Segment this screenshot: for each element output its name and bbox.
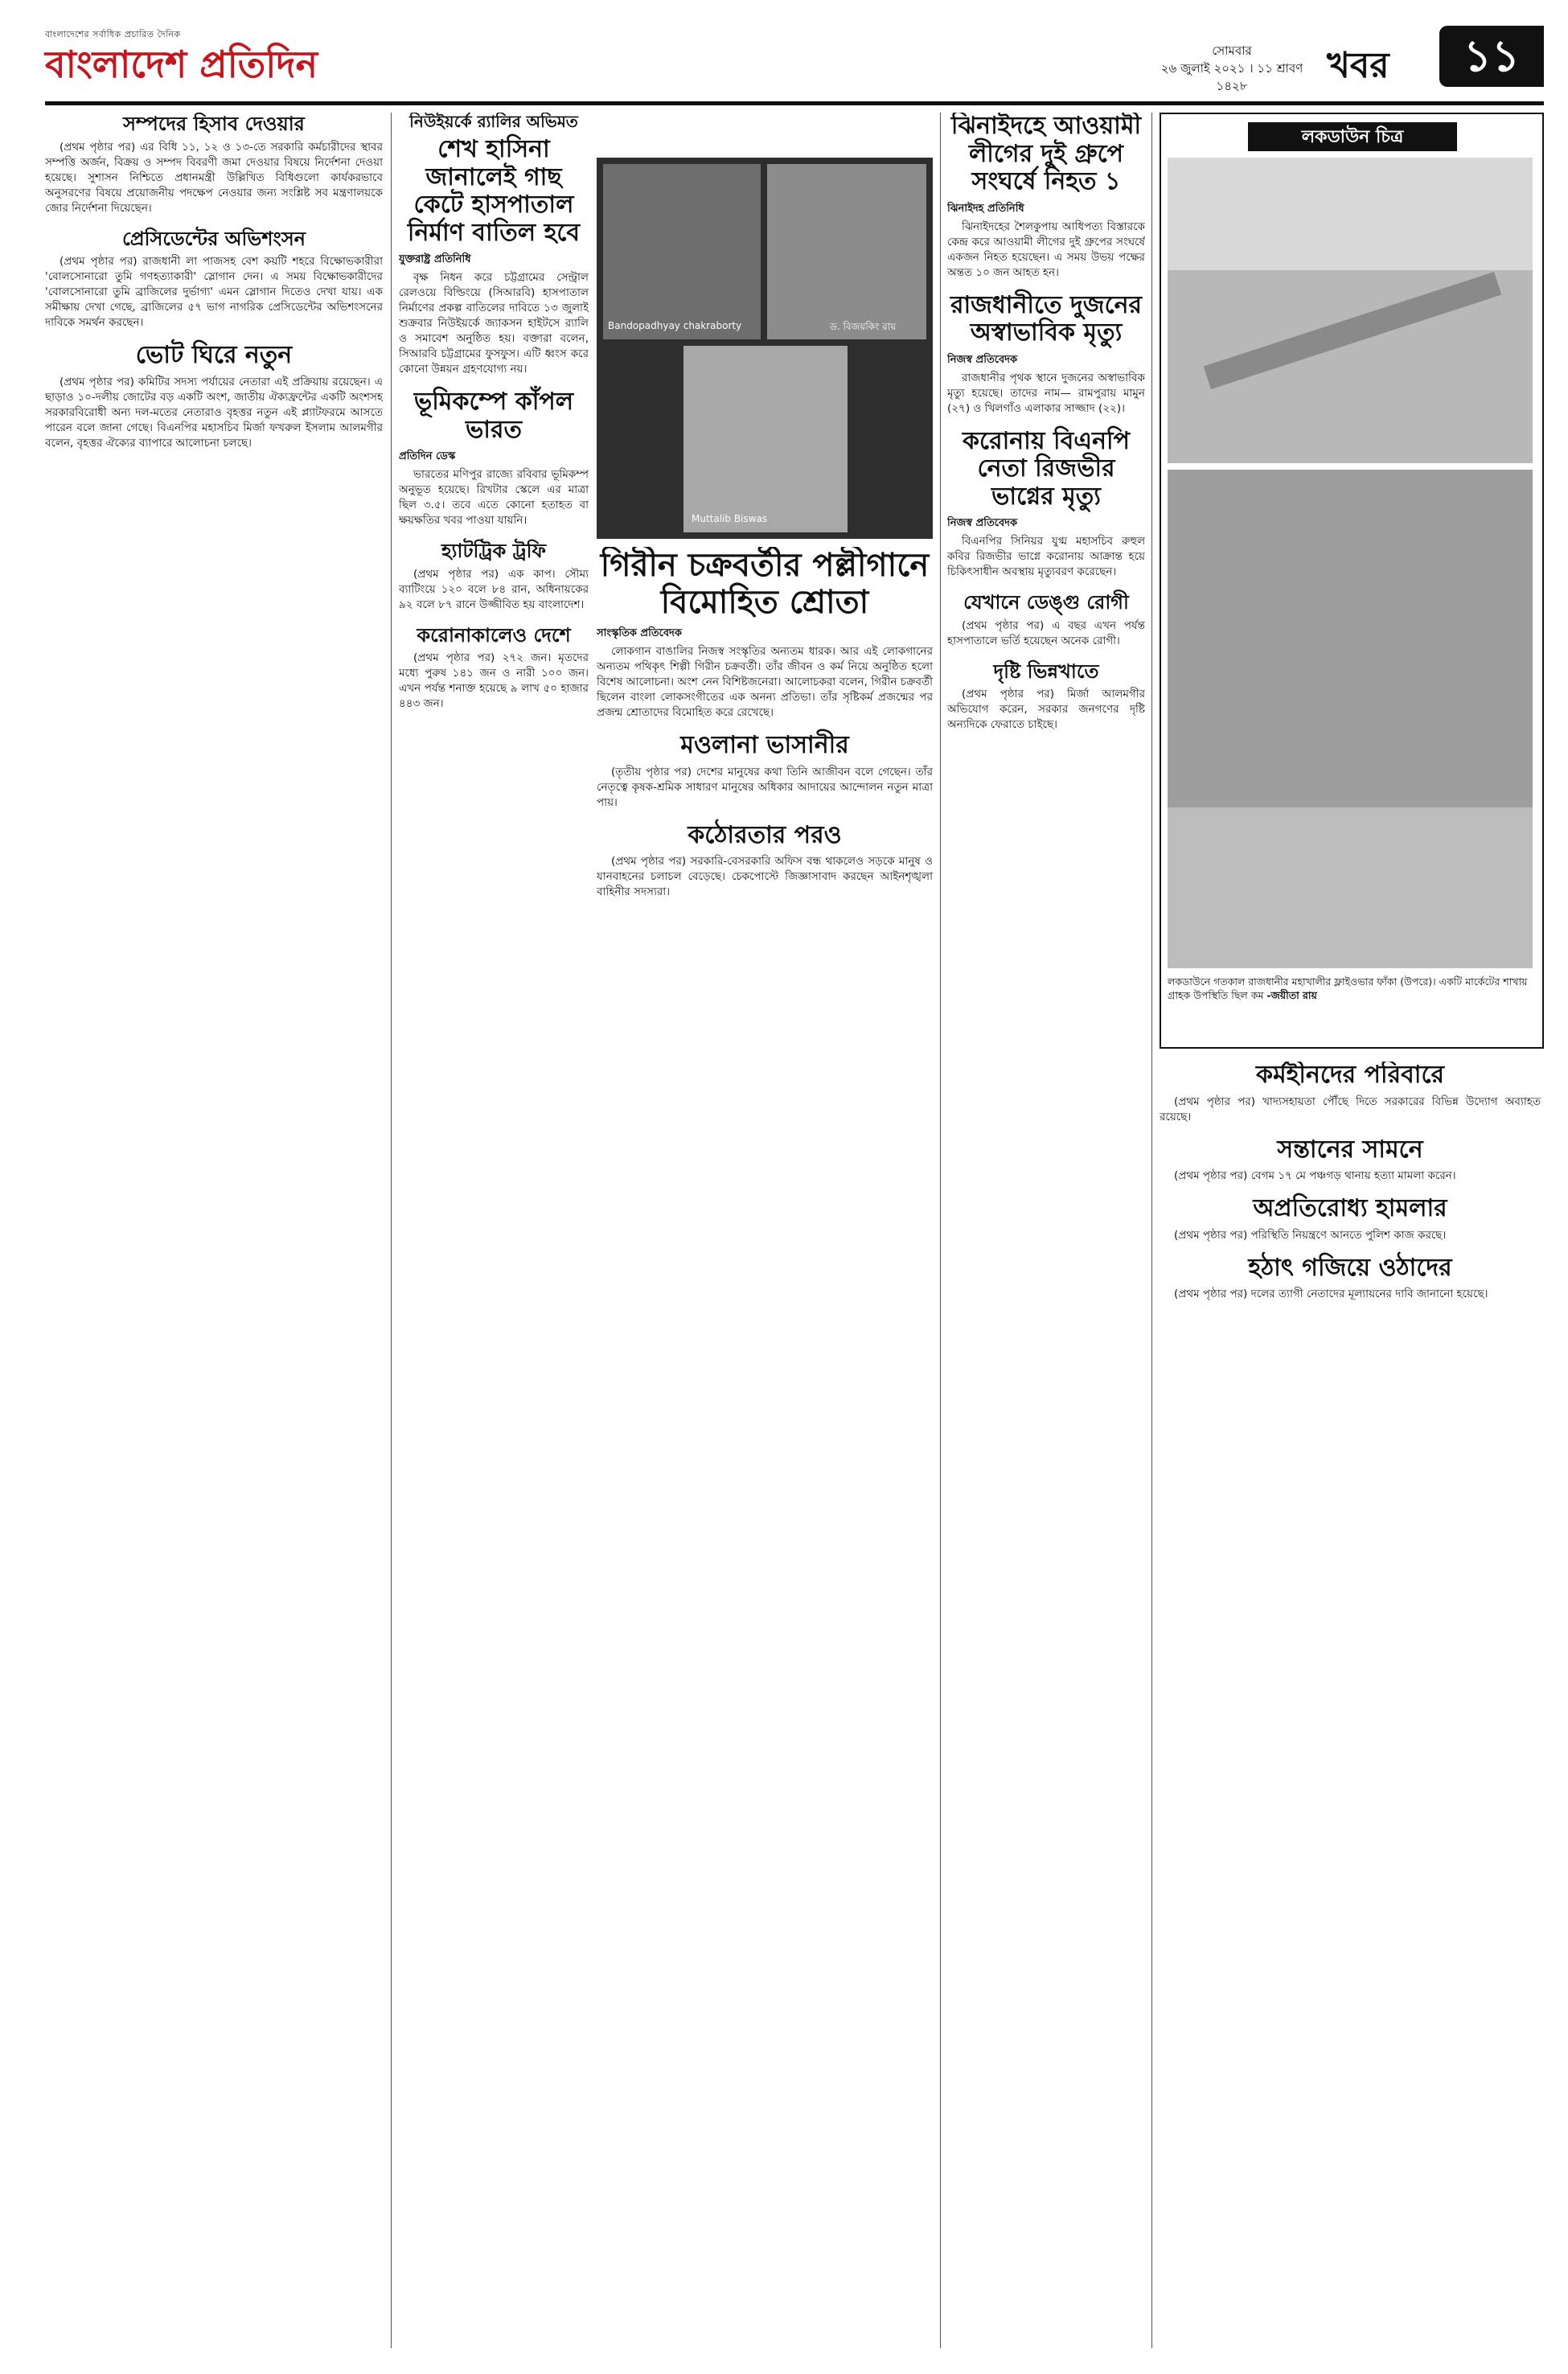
byline-jhenaidah: ঝিনাইদহ প্রতিনিধি: [947, 202, 1024, 215]
headline-distraction: দৃষ্টি ভিন্নখাতে: [993, 659, 1099, 683]
headline-bhashani: মওলানা ভাসানীর: [680, 731, 849, 759]
headline-strictness: কঠোরতার পরও: [688, 820, 842, 849]
article-election: (প্রথম পৃষ্ঠার পর) কমিটির সদস্য পর্যায়ের নেতারা এই প্রক্রিয়ায় রয়েছেন। এ ছাড়াও ১০-দলীয় জোটের বড় একটি অংশ, জাতীয় ঐক্যফ্রন্টের একটি অংশসহ সরকারবিরোধী অন্য দল-মতের নেতারাও বৃহত্তর নতুন এই প্ল্যাটফরমে আসতে পারেন বলে জানা গেছে। বিএনপির মহাসচিব মির্জা ফখরুল ইসলাম আলমগীর বলেন, বৃহত্তর ঐক্যের ব্যাপারে আলোচনা চলছে।: [45, 375, 383, 450]
photo-caption: [1168, 975, 1533, 1002]
headline-rizvi: করোনায় বিএনপি নেতা রিজভীর ভাগ্নের মৃত্যু: [963, 426, 1130, 511]
market-photo: [1168, 470, 1533, 968]
headline-ny-rally: শেখ হাসিনা জানালেই গাছ কেটে হাসপাতাল নির্মাণ বাতিল হবে: [407, 135, 581, 247]
video-call-photo: [597, 158, 933, 539]
participant-tile: [603, 164, 761, 339]
article-ny-rally: বৃক্ষ নিধন করে চট্টগ্রামের সেন্ট্রাল রেলওয়ে বিল্ডিংয়ে (সিআরবি) হাসপাতাল নির্মাণের প্রকল্প বাতিলের দাবিতে ১৩ জুলাই শুক্রবার নিউইয়র্কে জ্যাকসন হাইটসে র‍্যালি ও সমাবেশ অনুষ্ঠিত হয়। বক্তারা বলেন, সিআরবি চট্টগ্রামের ফুসফুস। এটি ধ্বংস করে কোনো উন্নয়ন গ্রহণযোগ্য নয়।: [399, 271, 589, 376]
column-2: [399, 113, 589, 2348]
paper-name: বাংলাদেশ প্রতিদিন: [45, 43, 318, 86]
column-divider: [391, 113, 392, 2348]
flyover-road: [1204, 272, 1502, 389]
lockdown-banner: লকডাউন চিত্র: [1248, 122, 1457, 151]
masthead-tagline: বাংলাদেশের সর্বাধিক প্রচারিত দৈনিক: [45, 29, 181, 39]
column-divider: [1151, 113, 1152, 2348]
section-label: খবর: [1327, 45, 1389, 86]
participant-name: ড. বিজয়কিং রায়: [830, 321, 897, 332]
article-impeachment: (প্রথম পৃষ্ঠার পর) রাজধানী লা পাজসহ বেশ কয়টি শহরে বিক্ষোভকারীরা 'বোলসোনারো তুমি গণহত্যাকারী' স্লোগান দেন। এ সময় বিক্ষোভকারীদের 'বোলসোনারো তুমি ব্রাজিলের দুর্ভাগ্য' এমন স্লোগান দিতেও দেখা যায়। এক সমীক্ষায় দেখা গেছে, ব্রাজিলের ৫৭ ভাগ নাগরিক প্রেসিডেন্টের অভিশংসনের দাবিকে সমর্থন করছেন।: [45, 255, 383, 330]
article-hattrick: (প্রথম পৃষ্ঠার পর) এক কাপ। সৌম্য ব্যাটিংয়ে ১২০ বলে ৮৪ রান, অধিনায়কের ৯২ বলে ৮৭ রানে উজ্জীবিত হয় বাংলাদেশ।: [399, 567, 589, 611]
article-attacks: (প্রথম পৃষ্ঠার পর) পরিস্থিতি নিয়ন্ত্রণে আনতে পুলিশ কাজ করছে।: [1174, 1228, 1447, 1242]
column-1: [45, 113, 383, 2348]
article-asset-statement: (প্রথম পৃষ্ঠার পর) এর বিধি ১১, ১২ ও ১৩-তে সরকারি কর্মচারীদের স্থাবর সম্পত্তি অর্জন, বিক্রয় ও সম্পদ বিবরণী জমা দেওয়ার বিষয়ে নির্দেশনা দেওয়া হয়েছে। সুশাসন নিশ্চিতে প্রধানমন্ত্রী উল্লিখিত বিধিগুলো কার্যকরভাবে অনুসরণের বিষয়ে প্রয়োজনীয় পদক্ষেপ নেওয়ার জন্য সংশ্লিষ্ট সব মন্ত্রণালয়কে জোর নির্দেশনা দিয়েছেন।: [45, 140, 383, 215]
sky: [1168, 158, 1533, 270]
headline-dengue: যেখানে ডেঙ্গু রোগী: [963, 590, 1129, 614]
headline-asset-statement: সম্পদের হিসাব দেওয়ার: [123, 113, 305, 135]
participant-tile: [767, 164, 926, 339]
page-number: ১১: [1439, 26, 1544, 87]
article-jhenaidah: ঝিনাইদহের শৈলকুপায় আধিপত্য বিস্তারকে কেন্দ্র করে আওয়ামী লীগের দুই গ্রুপের সংঘর্ষে একজন নিহত হয়েছেন। এ সময় উভয় পক্ষের অন্তত ১০ জন আহত হন।: [947, 220, 1145, 279]
article-bhashani: (তৃতীয় পৃষ্ঠার পর) দেশের মানুষের কথা তিনি আজীবন বলে গেছেন। তাঁর নেতৃত্বে কৃষক-শ্রমিক সাধারণ মানুষের অধিকার আদায়ের আন্দোলন নতুন মাত্রা পায়।: [597, 765, 933, 809]
issue-date: [1151, 42, 1312, 95]
headline-jhenaidah: ঝিনাইদহে আওয়ামী লীগের দুই গ্রুপে সংঘর্ষে নিহত ১: [950, 113, 1142, 195]
headline-children: সন্তানের সামনে: [1277, 1135, 1423, 1164]
article-strictness: (প্রথম পৃষ্ঠার পর) সরকারি-বেসরকারি অফিস বন্ধ থাকলেও সড়কে মানুষ ও যানবাহনের চলাচল বেড়েছে। চেকপোস্টে জিজ্ঞাসাবাদ করছেন আইনশৃঙ্খলা বাহিনীর সদস্যরা।: [597, 855, 933, 898]
column-5: [947, 113, 1145, 2348]
headline-hattrick: হ্যাটট্রিক ট্রফি: [441, 539, 547, 562]
headline-election: ভোট ঘিরে নতুন: [135, 341, 293, 370]
article-mushrooming: (প্রথম পৃষ্ঠার পর) দলের ত্যাগী নেতাদের মূল্যায়নের দাবি জানানো হয়েছে।: [1174, 1288, 1488, 1300]
article-dengue: (প্রথম পৃষ্ঠার পর) এ বছর এখন পর্যন্ত হাসপাতালে ভর্তি হয়েছেন অনেক রোগী।: [947, 618, 1145, 647]
flyover-photo: [1168, 158, 1533, 463]
article-earthquake: ভারতের মণিপুর রাজ্যে রবিবার ভূমিকম্প অনুভূত হয়েছে। রিখটার স্কেলে এর মাত্রা ছিল ৩.৫। তবে এতে কোনো হতাহত বা ক্ষয়ক্ষতির খবর পাওয়া যায়নি।: [399, 468, 589, 527]
byline-lead: সাংস্কৃতিক প্রতিবেদক: [597, 627, 682, 639]
article-children: (প্রথম পৃষ্ঠার পর) বেগম ১৭ মে পঞ্চগড় থানায় হত্যা মামলা করেন।: [1174, 1169, 1456, 1182]
byline-ny-rally: যুক্তরাষ্ট্র প্রতিনিধি: [399, 253, 471, 265]
issue-day: সোমবার: [1212, 43, 1252, 58]
article-distraction: (প্রথম পৃষ্ঠার পর) মির্জা আলমগীর অভিযোগ করেন, সরকার জনগণের দৃষ্টি অন্যদিকে ফেরাতে চাইছে।: [947, 688, 1145, 732]
article-rizvi: বিএনপির সিনিয়র যুগ্ম মহাসচিব রুহুল কবির রিজভীর ভাগ্নে করোনায় আক্রান্ত হয়ে চিকিৎসাধীন অবস্থায় মৃত্যুবরণ করেছেন।: [947, 535, 1145, 578]
participant-tile: [683, 346, 848, 532]
byline-capital-deaths: নিজস্ব প্রতিবেদক: [947, 353, 1018, 366]
headline-impeachment: প্রেসিডেন্টের অভিশংসন: [121, 226, 306, 250]
headline-ny-rally-kicker: নিউইয়র্কে র‍্যালির অভিমত: [409, 113, 578, 131]
headline-lead: গিরীন চক্রবর্তীর পল্লীগানে বিমোহিত শ্রোতা: [600, 547, 930, 621]
column-divider: [940, 113, 941, 2348]
headline-corona: করোনাকালেও দেশে: [417, 622, 571, 647]
headline-earthquake: ভূমিকম্পে কাঁপল ভারত: [413, 388, 574, 444]
masthead-rule: [45, 101, 1544, 105]
caption-text: লকডাউনে গতকাল রাজধানীর মহাখালীর ফ্লাইওভার ফাঁকা (উপরে)। একটি মার্কেটের শাখায় গ্রাহক উপস্থিতি ছিল কম: [1168, 975, 1528, 1001]
byline-earthquake: প্রতিদিন ডেস্ক: [399, 450, 456, 462]
article-jobless: (প্রথম পৃষ্ঠার পর) খাদ্যসহায়তা পৌঁছে দিতে সরকারের বিভিন্ন উদ্যোগ অব্যাহত রয়েছে।: [1160, 1095, 1541, 1123]
headline-attacks: অপ্রতিরোধ্য হামলার: [1253, 1194, 1447, 1222]
market-floor: [1168, 807, 1533, 968]
headline-capital-deaths: রাজধানীতে দুজনের অস্বাভাবিক মৃত্যু: [950, 290, 1143, 347]
lead-story: [597, 547, 933, 2348]
article-capital-deaths: রাজধানীর পৃথক স্থানে দুজনের অস্বাভাবিক মৃত্যু হয়েছে। তাদের নাম— রামপুরায় মামুন (২৭) ও খিলগাঁও এলাকার সাজ্জাদ (২২)।: [947, 371, 1145, 415]
headline-mushrooming: হঠাৎ গজিয়ে ওঠাদের: [1248, 1253, 1452, 1282]
article-corona: (প্রথম পৃষ্ঠার পর) ২৭২ জন। মৃতদের মধ্যে পুরুষ ১৪১ জন ও নারী ১০০ জন। এখন পর্যন্ত শনাক্ত হয়েছে ৯ লাখ ৫০ হাজার ৪৪৩ জন।: [399, 651, 589, 711]
article-lead: লোকগান বাঙালির নিজস্ব সংস্কৃতির অন্যতম ধারক। আর এই লোকগানের অন্যতম পথিকৃৎ শিল্পী গিরীন চক্রবর্তী। তাঁর জীবন ও কর্ম নিয়ে অনুষ্ঠিত হলো বিশেষ আলোচনা। অংশ নেন বিশিষ্টজনেরা। আলোচকরা বলেন, গিরীন চক্রবর্তী ছিলেন বাংলা লোকসংগীতের এক অনন্য প্রতিভা। তাঁর সৃষ্টিকর্ম প্রজন্মের পর প্রজন্ম শ্রোতাদের বিমোহিত করে রেখেছে।: [597, 645, 933, 719]
masthead-logo: [45, 27, 383, 100]
photo-credit: -জয়ীতা রায়: [1266, 989, 1317, 1001]
headline-jobless: কর্মহীনদের পরিবারে: [1255, 1062, 1445, 1089]
participant-name: Bandopadhyay chakraborty: [608, 320, 742, 331]
issue-date-text: ২৬ জুলাই ২০২১ । ১১ শ্রাবণ ১৪২৮: [1160, 61, 1303, 93]
column-6: [1160, 1062, 1541, 2348]
byline-rizvi: নিজস্ব প্রতিবেদক: [947, 517, 1018, 529]
participant-name: Muttalib Biswas: [692, 513, 768, 524]
